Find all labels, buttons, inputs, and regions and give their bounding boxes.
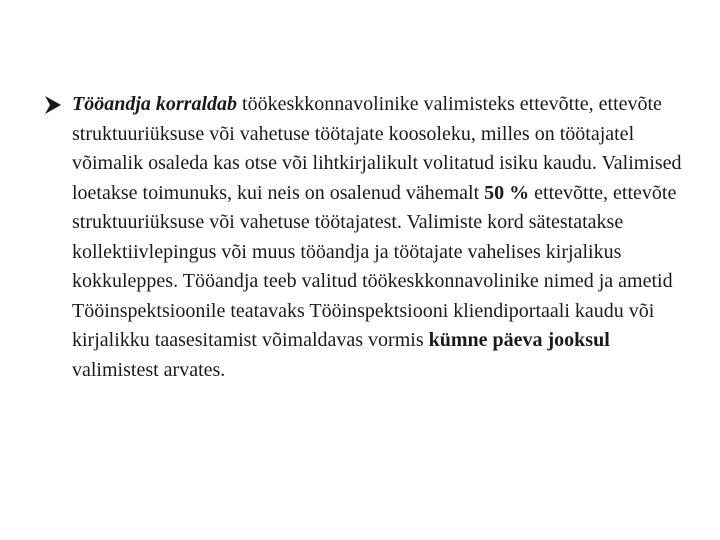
arrowhead-bullet-icon [44,93,64,117]
bullet-bold-percentage: 50 % [484,181,530,204]
bullet-text [72,90,684,385]
bullet-text-part-2: ettevõtte, ettevõte struktuuriüksuse või vahetuse töötajatest. Valimiste kord sätestatakse kollektiivlepingus või muus tööandja ja töötajate vahelises kirjalikus kokkuleppes. Tööandja teeb valitud töökeskkonnavolinike nimed ja ametid Tööinspektsioonile teatavaks Tööinspektsiooni kliendiportaali kaudu või kirjalikku taasesitamist võimaldavas vormis [72,181,677,351]
bullet-item [44,90,684,385]
bullet-text-part-1: töökeskkonnavolinike valimisteks ettevõtte, ettevõte struktuuriüksuse või vahetuse töötajate koosoleku, milles on töötajatel võimalik osaleda kas otse või lihtkirjalikult volitatud isiku kaudu. Valimised loetakse toimunuks, kui neis on osalenud vähemalt [72,93,682,204]
bullet-bold-deadline: kümne päeva jooksul [428,329,610,351]
bullet-text-part-3: valimistest arvates. [72,358,226,381]
bullet-emphasis-lead: Tööandja korraldab [72,93,238,115]
